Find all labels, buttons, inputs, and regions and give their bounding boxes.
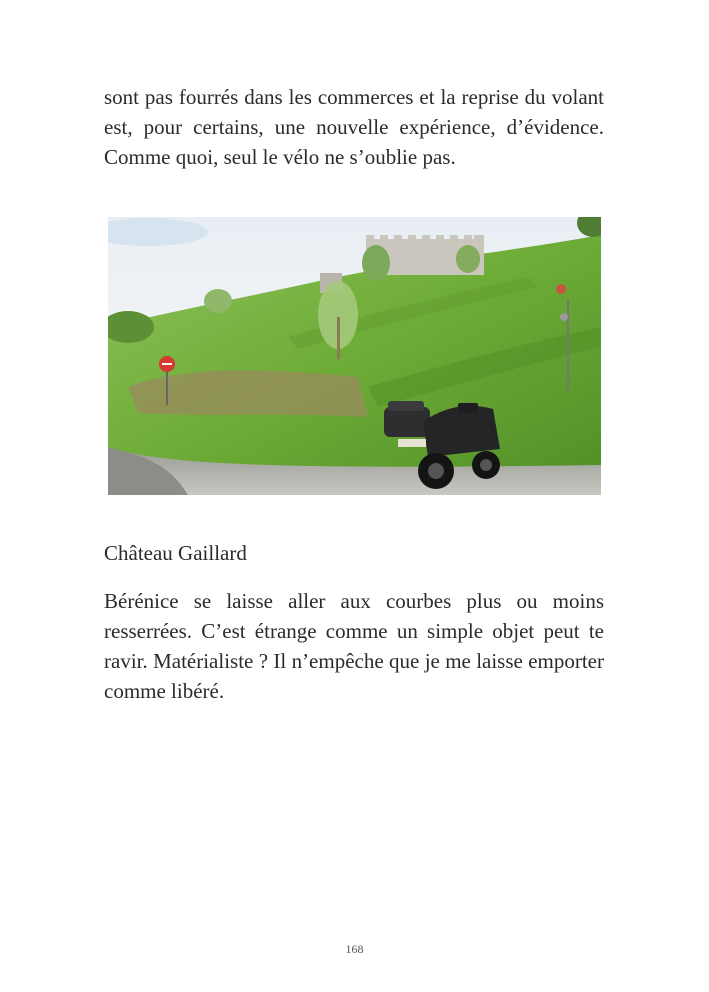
paragraph-main: Bérénice se laisse aller aux courbes plus ou moins resserrées. C’est étrange comme un simple objet peut te ravir. Matérialiste ? Il n’empêche que je me laisse emporter comme libéré. xyxy=(104,589,604,703)
page-number: 168 xyxy=(345,942,364,956)
section-heading: Château Gaillard xyxy=(104,541,247,565)
paragraph-intro: sont pas fourrés dans les commerces et la reprise du volant est, pour certains, une nouvelle expérience, d’évidence. Comme quoi, seul le vélo ne s’oublie pas. xyxy=(104,85,604,169)
castle-photo xyxy=(108,217,601,495)
